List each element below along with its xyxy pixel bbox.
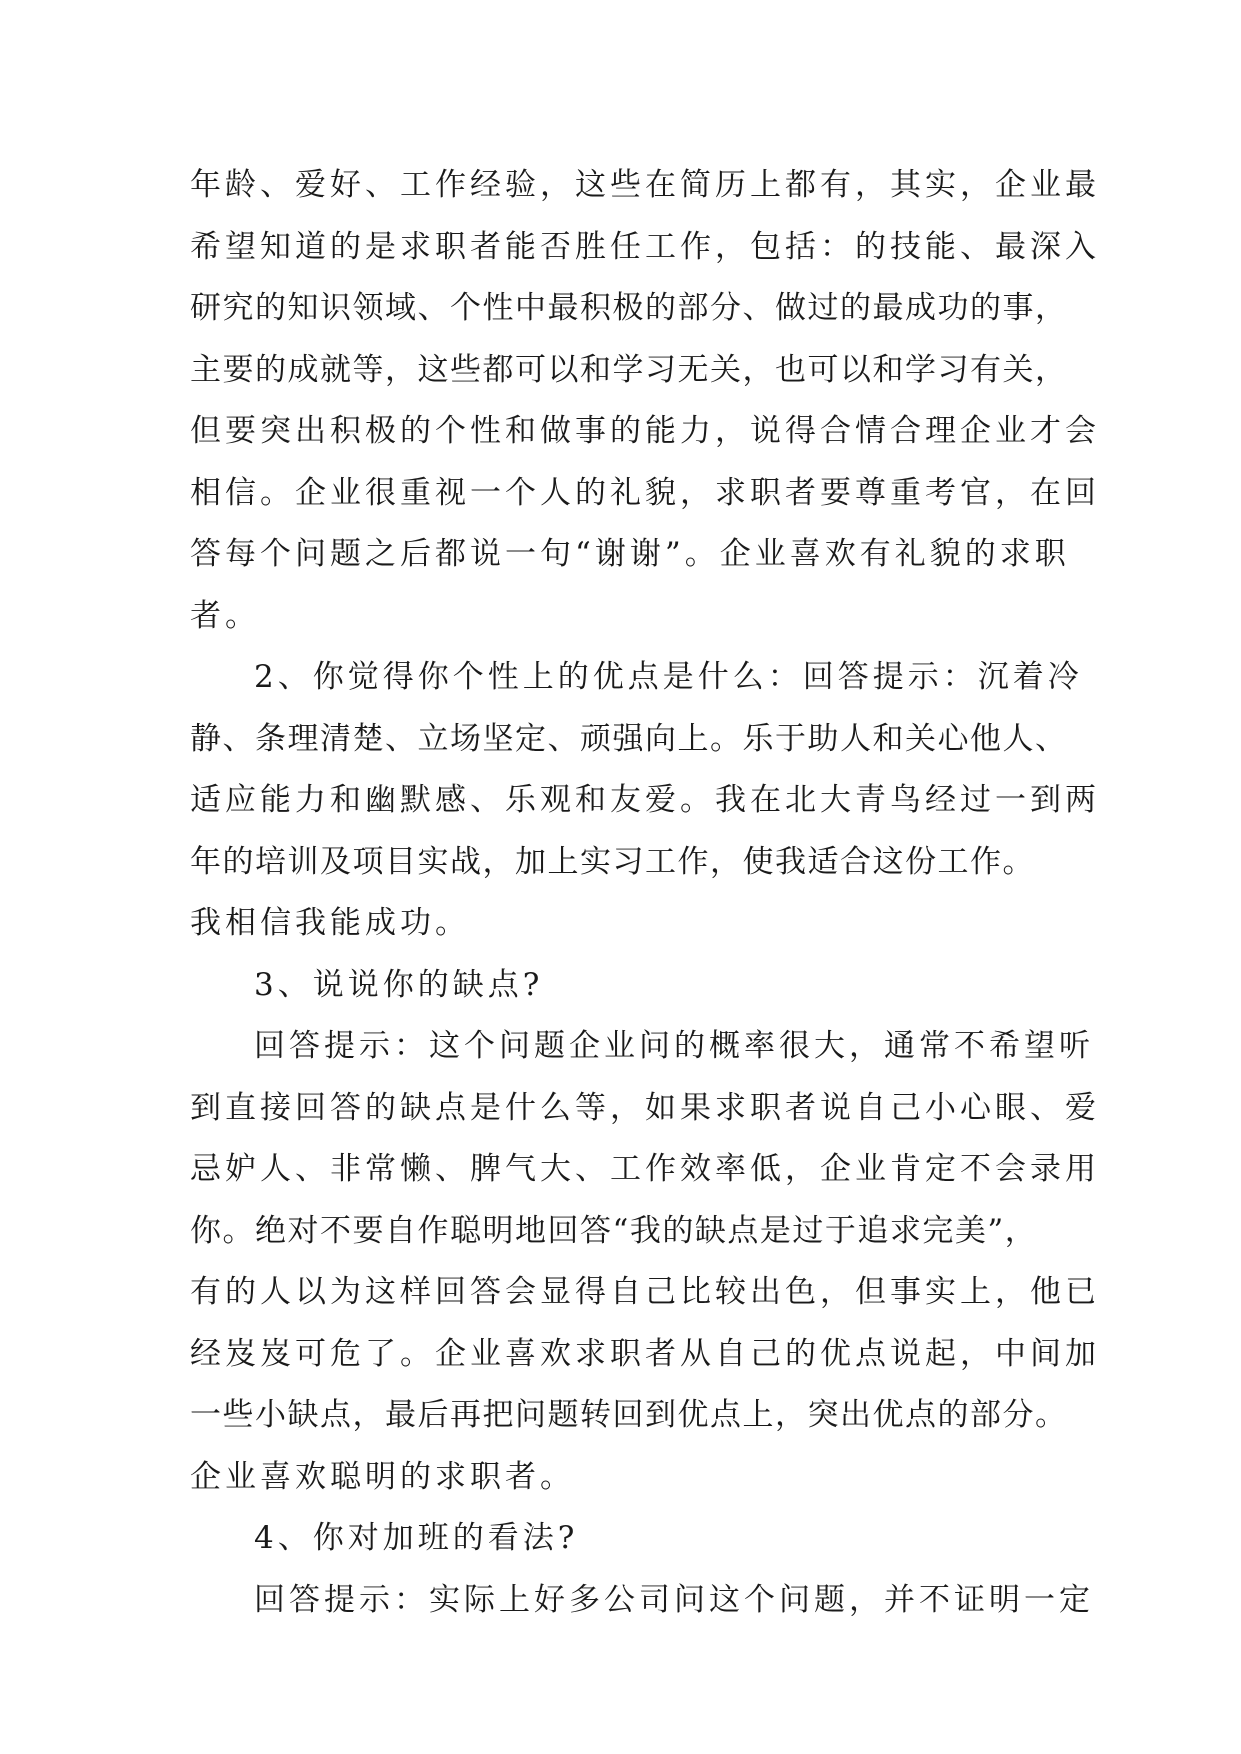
- text-line: 回答提示：实际上好多公司问这个问题，并不证明一定: [254, 1581, 1094, 1618]
- text-line: 我相信我能成功。: [190, 905, 470, 941]
- text-line: 2、你觉得你个性上的优点是什么：回答提示：沉着冷: [254, 659, 1083, 695]
- text-line: 希望知道的是求职者能否胜任工作，包括：的技能、最深入: [190, 228, 1100, 265]
- text-line: 有的人以为这样回答会显得自己比较出色，但事实上，他已: [190, 1274, 1100, 1310]
- text-line: 主要的成就等，这些都可以和学习无关，也可以和学习有关，: [190, 351, 1068, 388]
- text-line: 经岌岌可危了。企业喜欢求职者从自己的优点说起，中间加: [190, 1335, 1100, 1372]
- text-line: 答每个问题之后都说一句“谢谢”。企业喜欢有礼貌的求职: [190, 536, 1070, 572]
- text-line: 企业喜欢聪明的求职者。: [190, 1458, 575, 1495]
- text-line: 你。绝对不要自作聪明地回答“我的缺点是过于追求完美”，: [190, 1212, 1038, 1249]
- text-line: 3、说说你的缺点?: [254, 966, 544, 1003]
- text-line: 年龄、爱好、工作经验，这些在简历上都有，其实，企业最: [190, 167, 1100, 203]
- text-line: 相信。企业很重视一个人的礼貌，求职者要尊重考官，在回: [190, 474, 1100, 511]
- text-line: 年的培训及项目实战，加上实习工作，使我适合这份工作。: [190, 843, 1035, 880]
- text-line: 一些小缺点，最后再把问题转回到优点上，突出优点的部分。: [190, 1397, 1068, 1433]
- text-line: 适应能力和幽默感、乐观和友爱。我在北大青鸟经过一到两: [190, 782, 1100, 818]
- text-line: 静、条理清楚、立场坚定、顽强向上。乐于助人和关心他人、: [190, 720, 1068, 757]
- text-line: 回答提示：这个问题企业问的概率很大，通常不希望听: [254, 1028, 1094, 1064]
- text-line: 到直接回答的缺点是什么等，如果求职者说自己小心眼、爱: [190, 1089, 1100, 1126]
- text-line: 忌妒人、非常懒、脾气大、工作效率低，企业肯定不会录用: [190, 1151, 1100, 1187]
- text-line: 4、你对加班的看法?: [254, 1520, 579, 1556]
- text-line: 者。: [190, 597, 260, 634]
- document-body: [190, 155, 1100, 1631]
- text-line: 研究的知识领域、个性中最积极的部分、做过的最成功的事，: [190, 290, 1068, 326]
- text-line: 但要突出积极的个性和做事的能力，说得合情合理企业才会: [190, 413, 1100, 449]
